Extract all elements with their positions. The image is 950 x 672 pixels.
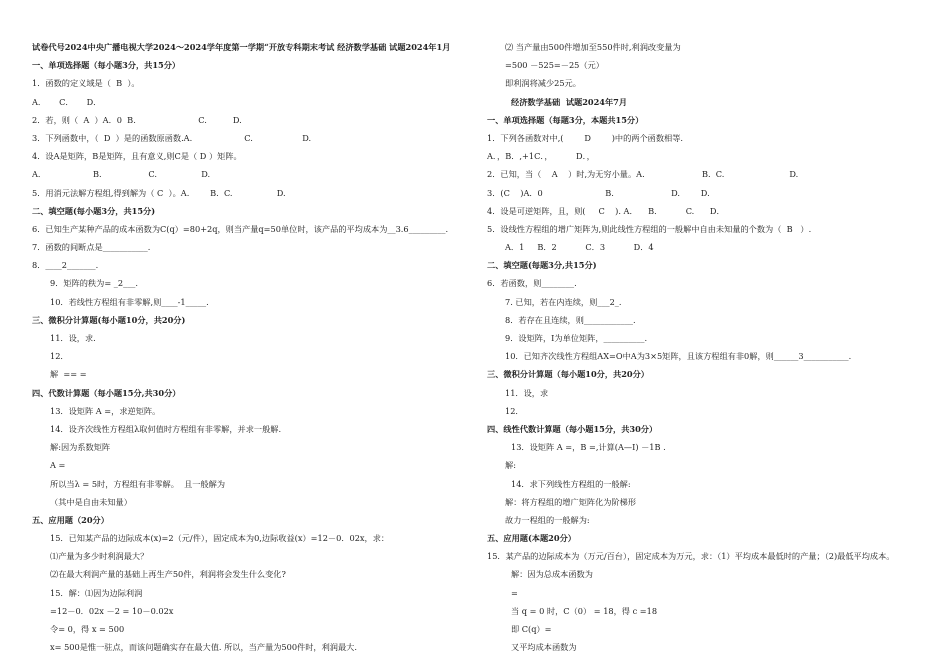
text-line: 6．若函数，则________. xyxy=(487,278,577,289)
text-line: 5．设线性方程组的增广矩阵为,则此线性方程组的一般解中自由未知量的个数为（ B ）. xyxy=(487,223,812,234)
text-line: 10．若线性方程组有非零解,则____-1_____. xyxy=(50,296,209,307)
text-line: 解：因为总成本函数为 xyxy=(511,569,593,580)
text-line: 所以当λ = 5时，方程组有非零解。 且一般解为 xyxy=(50,478,226,489)
text-line: 13．设矩阵 A =，求逆矩阵。 xyxy=(50,405,161,416)
text-line: 解: xyxy=(505,460,516,471)
text-line: 9．设矩阵，I为单位矩阵，__________. xyxy=(505,333,648,343)
text-line: 13．设矩阵 A =，B =,计算(A—I) －1B . xyxy=(511,442,666,453)
section-heading: 五、应用题（20分） xyxy=(32,514,109,525)
text-line: A． C． D． xyxy=(32,96,102,107)
text-line: = xyxy=(511,587,518,598)
section-heading: 一、单项选择题（每题3分，本题共15分） xyxy=(487,114,644,125)
text-line: x= 500是惟一驻点，而该问题确实存在最大值. 所以，当产量为500件时，利润最大. xyxy=(50,642,357,653)
text-line: 12． xyxy=(50,351,69,362)
text-line: 故力一程组的一般解为: xyxy=(505,514,590,525)
text-line: 4．设是可逆矩阵，且，则( C ). A． B． C. D． xyxy=(487,205,725,216)
text-line: （其中是自由未知量） xyxy=(50,496,132,507)
text-line: 11．设，求 xyxy=(505,387,549,398)
text-line: 1．函数的定义域是（ B ）。 xyxy=(32,78,140,89)
section-heading: 经济数学基础 试题2024年7月 xyxy=(511,96,628,107)
text-line: 6．已知生产某种产品的成本函数为C(q）=80+2q，则当产量q=50单位时，该产品的平均成本为__3.6_________. xyxy=(32,223,449,234)
text-line: A．1 B．2 C．3 D．4 xyxy=(505,242,654,253)
section-heading: 一、单项选择题（每小题3分，共15分） xyxy=(32,60,181,71)
text-line: 8．____2_______. xyxy=(32,260,99,271)
text-line: 2．若，则（ A ）A．0 B. C. D. xyxy=(32,114,242,125)
text-line: ⑵ 当产量由500件增加至550件时,利润改变量为 xyxy=(505,42,681,52)
text-line: 1．下列各函数对中,( D )中的两个函数相等. xyxy=(487,132,684,143)
text-line: 4．设A是矩阵，B是矩阵，且有意义,则C是（ D ）矩阵。 xyxy=(32,151,242,162)
text-line: 14．设齐次线性方程组λ取何值时方程组有非零解，并求一般解. xyxy=(50,423,282,434)
text-line: 10．已知齐次线性方程组AX=O中A为3×5矩阵，且该方程组有非0解，则______3___________. xyxy=(505,351,852,362)
text-line: 9．矩阵的秩为= _2___. xyxy=(50,278,138,289)
text-line: 12． xyxy=(505,405,524,416)
text-line: 7．函数的间断点是___________. xyxy=(32,242,151,253)
text-line: 14．求下列线性方程组的一般解: xyxy=(511,478,631,489)
text-line: 解 == = xyxy=(50,369,87,380)
text-line: 即 C(q）= xyxy=(511,624,552,634)
text-line: 即利润将减少25元。 xyxy=(505,78,581,89)
text-line: 令= 0，得 x = 500 xyxy=(50,624,125,634)
text-line: 3．(C )A．0 B. D. D. xyxy=(487,187,710,198)
section-heading: 三、微积分计算题（每小题10分，共20分） xyxy=(487,369,649,380)
section-heading: 四、线性代数计算题（每小题15分，共30分） xyxy=(487,423,658,434)
text-line: A = xyxy=(50,460,66,471)
text-line: 解：将方程组的增广矩阵化为阶梯形 xyxy=(505,496,637,507)
text-line: 7. 已知，若在内连续，则___2_. xyxy=(505,296,622,307)
text-line: 15．某产品的边际成本为（万元/百台），固定成本为万元，求：（1）平均成本最低时的产量；（2)最低平均成本。 xyxy=(487,551,895,562)
text-line: ⑴产量为多少时利润最大？ xyxy=(50,551,149,562)
text-line: 2．已知，当（ A ）时,为无穷小量。A. B. C. D. xyxy=(487,169,799,180)
text-line: 8．若存在且连续，则____________. xyxy=(505,314,636,325)
text-line: ⑵在最大利润产量的基础上再生产50件，利润将会发生什么变化? xyxy=(50,569,286,580)
section-heading: 二、填空题(每小题3分，共15分) xyxy=(32,205,156,216)
section-heading: 五、应用题(本题20分） xyxy=(487,533,576,544)
text-line: 又平均成本函数为 xyxy=(511,642,577,653)
text-line: =500 －525=－25（元） xyxy=(505,60,604,71)
section-heading: 二、填空题(每题3分,共15分) xyxy=(487,260,597,271)
text-line: A．，B．,+1C．， D．， xyxy=(487,151,595,162)
text-line: =12－0．02x －2 = 10－0.02x xyxy=(50,605,174,616)
text-line: 11．设，求. xyxy=(50,333,96,343)
text-line: A． B. C. D. xyxy=(32,169,211,180)
text-line: 15．已知某产品的边际成本(x)=2（元/件），固定成本为0,边际收益(x）=12－0．02x，求： xyxy=(50,533,390,544)
section-heading: 试卷代号2024中央广播电视大学2024～2024学年度第一学期“开放专科期末考试 经济数学基础 试题2024年1月 xyxy=(32,42,451,52)
text-line: 解:因为系数矩阵 xyxy=(50,442,111,453)
section-heading: 四、代数计算题（每小题15分,共30分） xyxy=(32,387,181,398)
text-line: 3．下列函数中，（ D ）是的函数原函数.A. C. D. xyxy=(32,132,312,143)
text-line: 5．用消元法解方程组,得到解为（ C ）。A. B. C. D. xyxy=(32,187,286,198)
right-column xyxy=(487,38,927,656)
section-heading: 三、微积分计算题(每小题10分，共20分) xyxy=(32,314,186,325)
text-line: 当 q = 0 时，C（0） = 18，得 c =18 xyxy=(511,605,658,616)
left-column xyxy=(32,38,462,656)
text-line: 15．解：⑴因为边际利润 xyxy=(50,587,143,598)
